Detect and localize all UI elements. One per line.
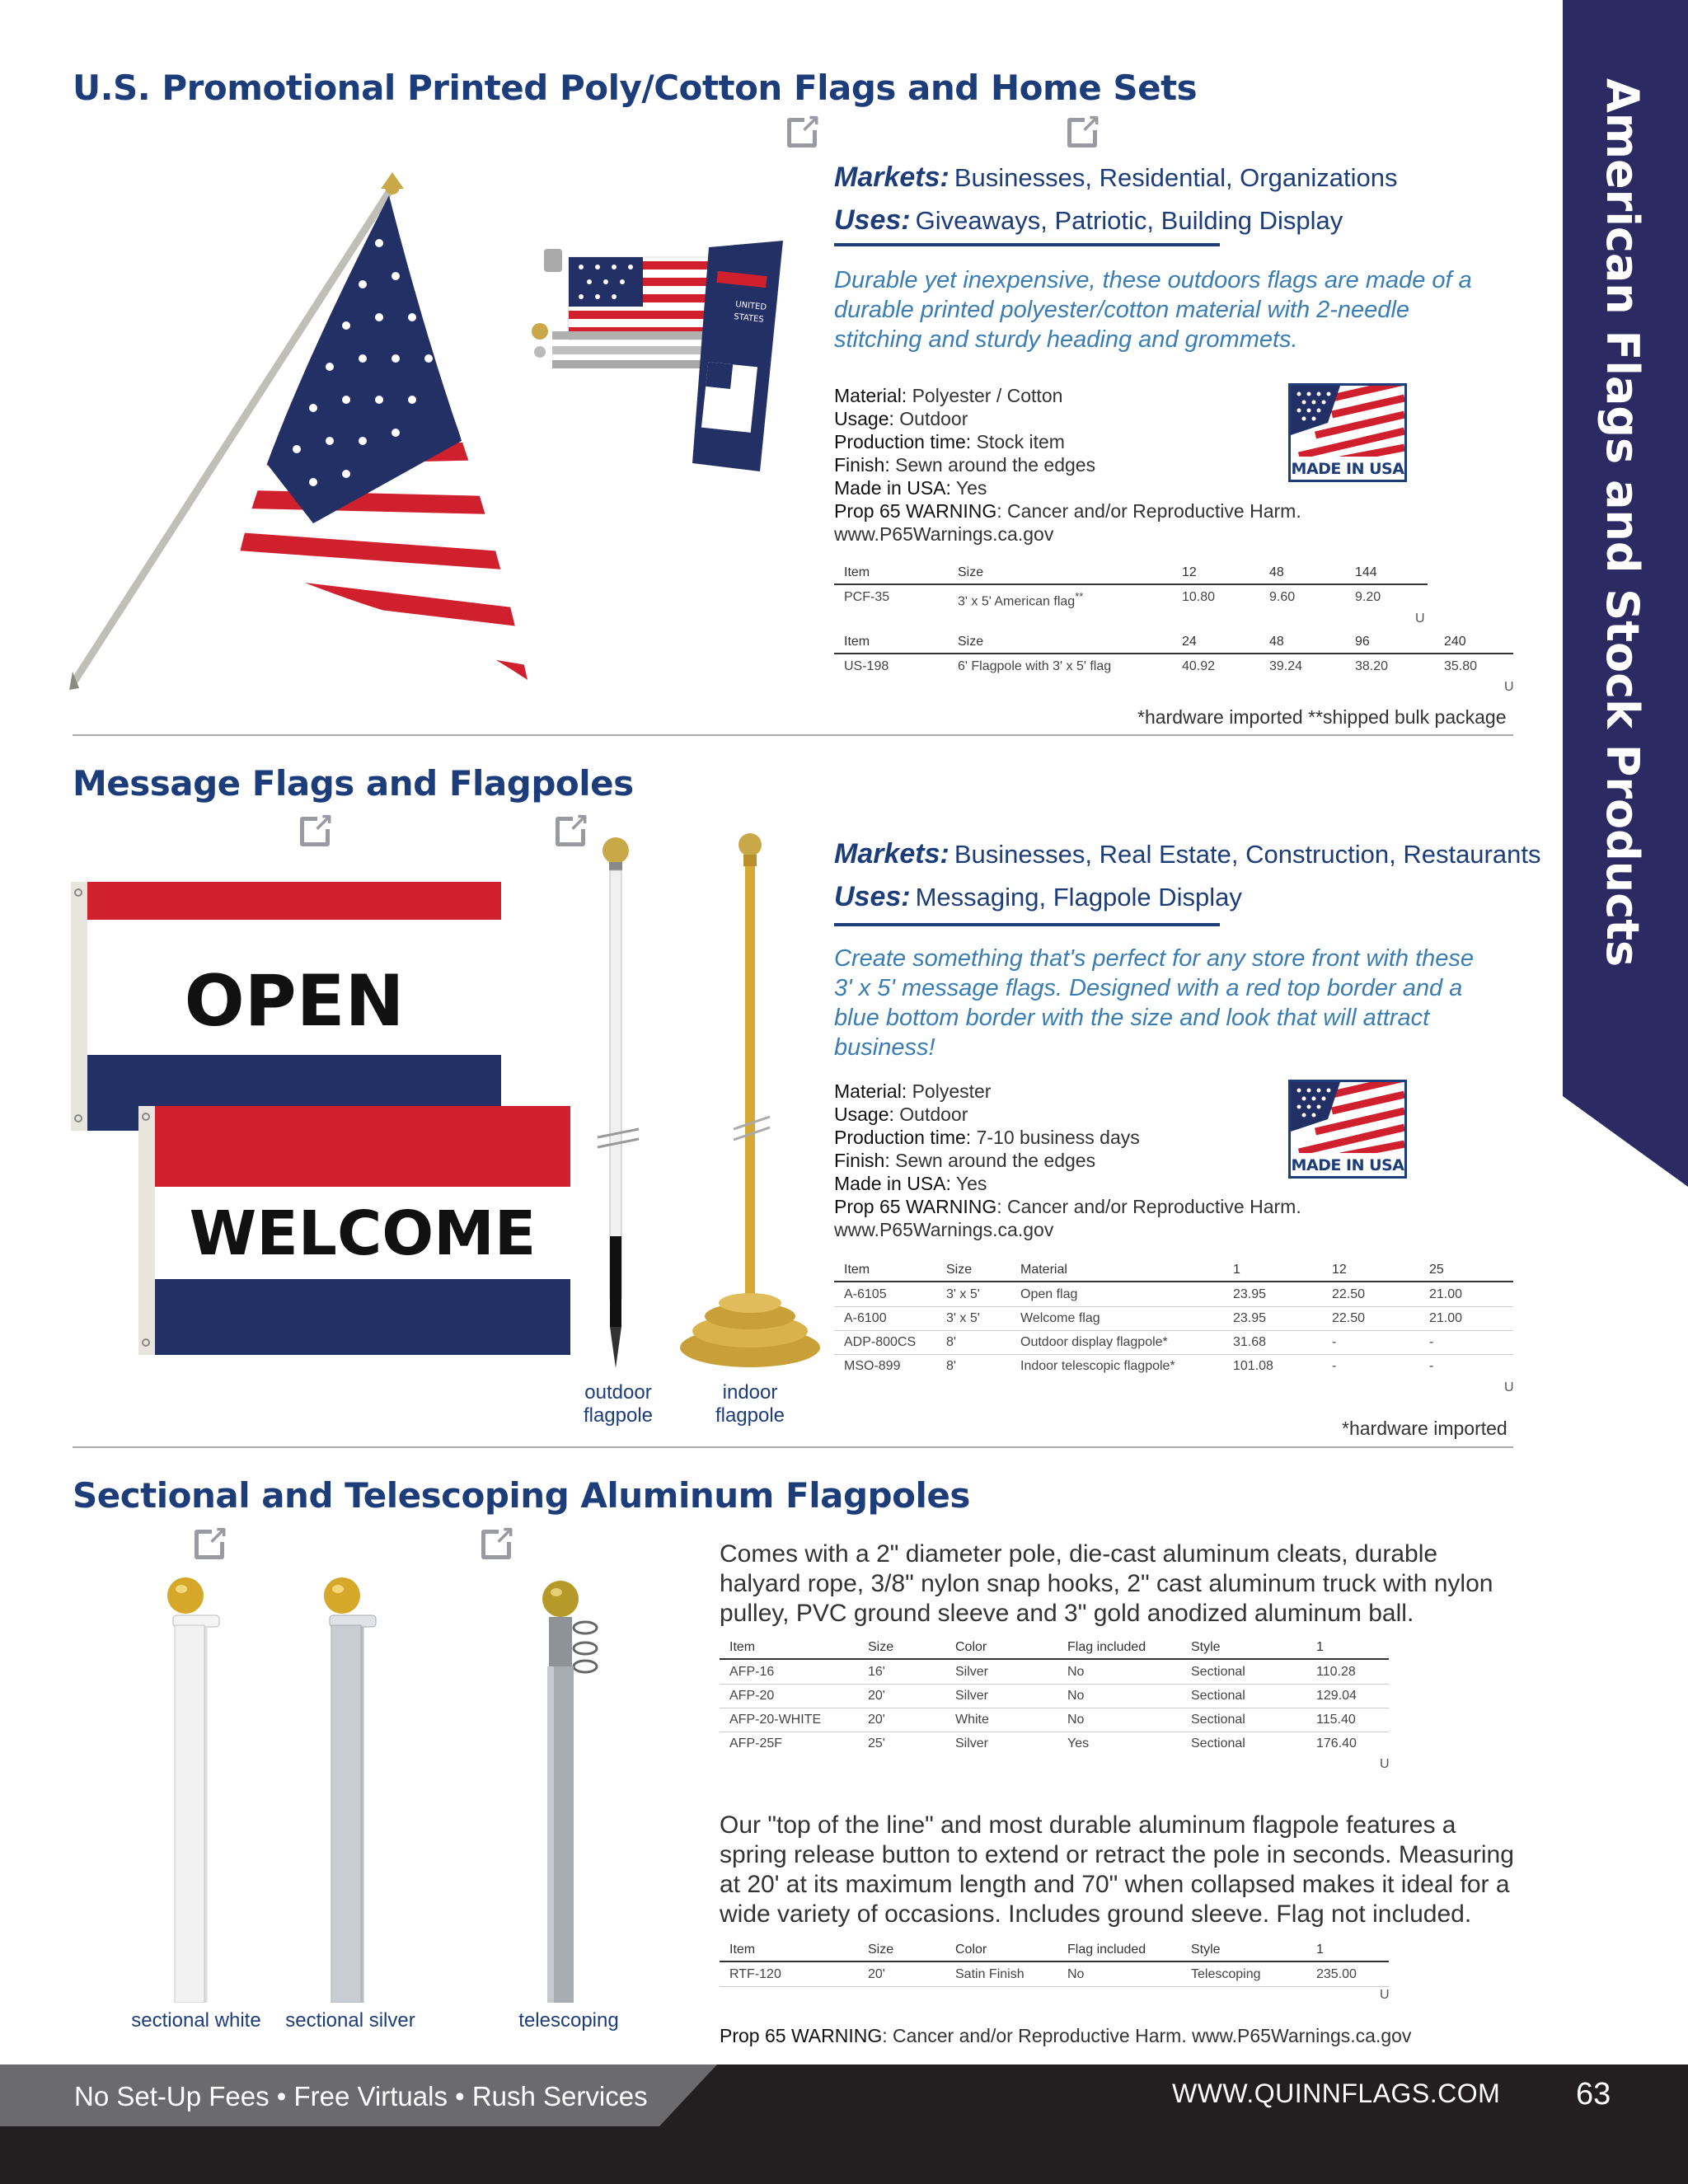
section1-description: Durable yet inexpensive, these outdoors flags are made of a durable printed polyester/cotton material with 2-needle stitching and sturdy heading and grommets. [834,267,1472,353]
section1-specs: Material: Polyester / Cotton Usage: Outdoor Production time: Stock item Finish: Sewn around the edges Made in USA: Yes Prop 65 WARNING: Cancer and/or Reproductive Harm. www.P65Warnings.ca.gov [834,385,1301,545]
section1-title: U.S. Promotional Printed Poly/Cotton Flags and Home Sets [73,68,1198,108]
page-number: 63 [1576,2077,1611,2111]
section2-footnote: *hardware imported [1342,1418,1507,1439]
svg-text:UNITED: UNITED [734,300,767,312]
caption-sectional-white: sectional white [131,2009,261,2032]
caption-telescoping: telescoping [518,2009,619,2032]
section1-uses: Uses: Giveaways, Patriotic, Building Display [834,204,1343,236]
section1-table1-code: U [1415,612,1425,626]
section3-price-table-2: Item Size Color Flag included Style 1 RTF-120 20' Satin Finish No Telescoping 235.00 [720,1939,1389,1989]
external-link-icon[interactable] [1067,118,1097,148]
caption-outdoor-flagpole: outdoor flagpole [583,1381,654,1427]
section1-price-table-1: Item Size 12 48 144 PCF-35 3' x 5' American flag** 10.80 9.60 9.20 [834,562,1428,610]
prop65-link[interactable]: www.P65Warnings.ca.gov [834,523,1054,545]
section1-footnote: *hardware imported **shipped bulk package [1137,706,1507,728]
external-link-icon[interactable] [195,1530,224,1559]
table-row: AFP-25F 25' Silver Yes Sectional 176.40 [729,1736,1357,1750]
section3-title: Sectional and Telescoping Aluminum Flagpoles [73,1475,970,1516]
section3-text1: Comes with a 2" diameter pole, die-cast aluminum cleats, durable halyard rope, 3/8" nylon snap hooks, 2" cast aluminum truck with nylon pulley, PVC ground sleeve and 3" gold anodized aluminum ball. [720,1540,1493,1627]
telescoping-flagpole-image [536,1574,610,2003]
section1-price-table-2: Item Size 24 48 96 240 US-198 6' Flagpole with 3' x 5' flag 40.92 39.24 38.20 35.80 [834,631,1513,679]
section2-price-table: Item Size Material 1 12 25 A-6105 3' x 5' Open flag 23.95 22.50 21.00 A-6100 3' x 5' Welcome flag 23.95 22.50 21.00 ADP-800CS 8' Outdoor display flagpole* 31.68 - - MSO-899 8' Indoor telescopic flagpole* 101.08 - - [834,1259,1513,1381]
sectional-silver-flagpole-image [313,1574,387,2003]
outdoor-flagpole-image [589,832,647,1376]
divider [73,1446,1513,1448]
footer-tagline: No Set-Up Fees • Free Virtuals • Rush Services [74,2081,648,2111]
open-flag-text: OPEN [184,960,405,1043]
flag-home-set-image [519,241,799,471]
external-link-icon[interactable] [300,817,330,846]
section3-price-table-1: Item Size Color Flag included Style 1 AFP-16 16' Silver No Sectional 110.28 AFP-20 20' Silver No Sectional 129.04 AFP-20-WHITE 20' White No Sectional 115.40 AFP-25F 25' Silver Yes Sectional 176.40 [720,1637,1389,1757]
table-row: PCF-35 3' x 5' American flag** 10.80 9.60 9.20 [844,590,1381,609]
sectional-white-flagpole-image [157,1574,231,2003]
section3-table2-code: U [1380,1988,1390,2002]
prop65-link[interactable]: www.P65Warnings.ca.gov [834,1219,1054,1240]
table-row: A-6105 3' x 5' Open flag 23.95 22.50 21.00 [834,1284,1513,1307]
welcome-flag-image [138,1106,570,1355]
made-in-usa-badge: MADE IN USA [1288,1080,1407,1179]
made-in-usa-badge: MADE IN USA [1288,383,1407,482]
section2-uses: Uses: Messaging, Flagpole Display [834,881,1242,912]
external-link-icon[interactable] [481,1530,511,1559]
section2-markets: Markets: Businesses, Real Estate, Construction, Restaurants [834,838,1541,869]
table-row: RTF-120 20' Satin Finish No Telescoping 235.00 [720,1964,1389,1987]
table-row: MSO-899 8' Indoor telescopic flagpole* 101.08 - - [844,1359,1434,1373]
section1-table2-code: U [1504,680,1514,694]
section2-underline [834,923,1220,926]
table-row: AFP-20-WHITE 20' White No Sectional 115.40 [720,1709,1389,1732]
section3-table1-code: U [1380,1757,1390,1771]
footer-website[interactable]: WWW.QUINNFLAGS.COM [1172,2079,1501,2108]
section3-prop65: Prop 65 WARNING: Cancer and/or Reproductive Harm. www.P65Warnings.ca.gov [720,2025,1412,2046]
section3-text2: Our "top of the line" and most durable aluminum flagpole features a spring release button to extend or retract the pole in seconds. Measuring at 20' at its maximum length and 70" when collapsed makes it ideal for a wide variety of occasions. Includes ground sleeve. Flag not included. [720,1811,1514,1928]
section2-title: Message Flags and Flagpoles [73,763,634,804]
section2-description: Create something that's perfect for any store front with these 3' x 5' message flags. Designed with a red top border and a blue bottom border with the size and look that will attract business! [834,945,1475,1061]
svg-text:STATES: STATES [733,312,765,325]
external-link-icon[interactable] [787,118,817,148]
caption-sectional-silver: sectional silver [285,2009,415,2032]
table-row: ADP-800CS 8' Outdoor display flagpole* 31.68 - - [834,1332,1513,1355]
table-row: A-6100 3' x 5' Welcome flag 23.95 22.50 21.00 [834,1308,1513,1331]
side-tab-title: American Flags and Stock Products [1597,78,1648,968]
section2-specs: Material: Polyester Usage: Outdoor Production time: 7-10 business days Finish: Sewn around the edges Made in USA: Yes Prop 65 WARNING: Cancer and/or Reproductive Harm. www.P65Warnings.ca.gov [834,1080,1301,1240]
external-link-icon[interactable] [556,817,585,846]
indoor-flagpole-image [668,828,832,1372]
table-row: AFP-20 20' Silver No Sectional 129.04 [720,1685,1389,1708]
open-flag-image [71,882,501,1131]
section1-underline [834,243,1220,246]
section2-table-code: U [1504,1380,1514,1394]
us-flag-on-pole-image [66,169,593,696]
table-row: US-198 6' Flagpole with 3' x 5' flag 40.92 39.24 38.20 35.80 [844,659,1478,673]
caption-indoor-flagpole: indoor flagpole [715,1381,785,1427]
divider [73,734,1513,736]
section1-markets: Markets: Businesses, Residential, Organizations [834,162,1398,193]
table-row: AFP-16 16' Silver No Sectional 110.28 [720,1661,1389,1685]
welcome-flag-text: WELCOME [189,1198,537,1269]
